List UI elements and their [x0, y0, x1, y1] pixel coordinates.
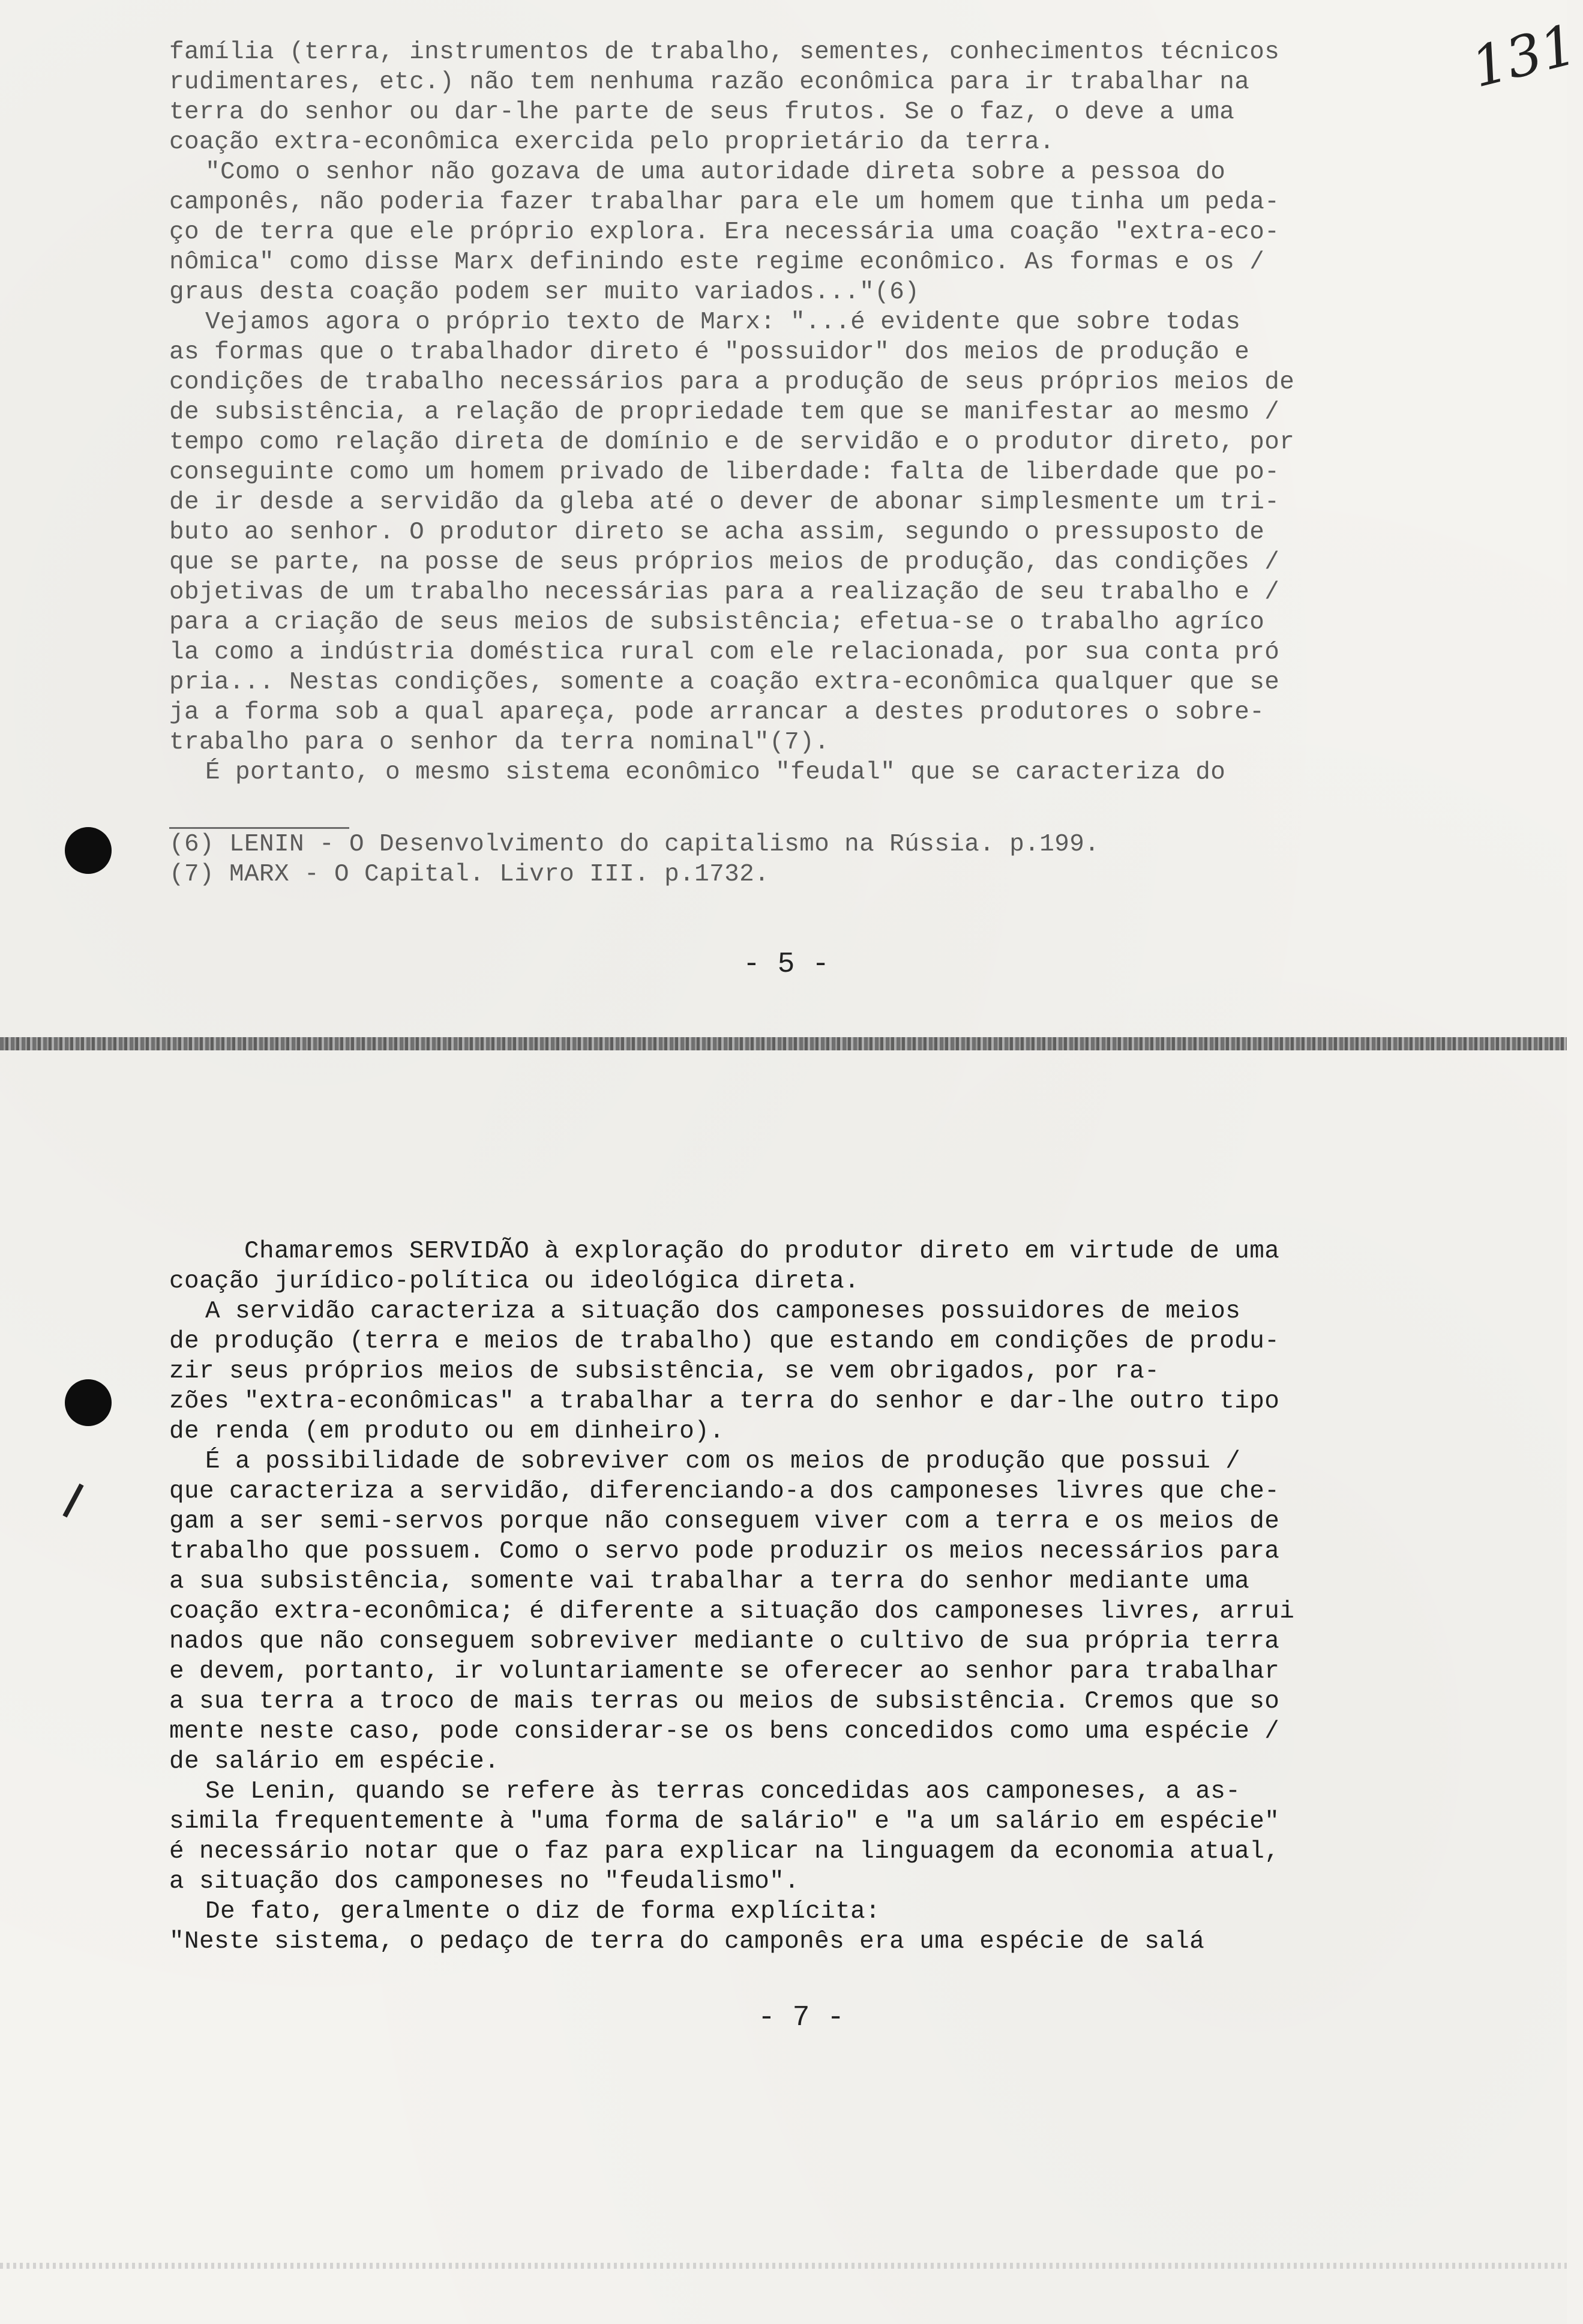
text-line: trabalho para o senhor da terra nominal"(7). [169, 729, 830, 756]
text-line: "Neste sistema, o pedaço de terra do camponês era uma espécie de salá [169, 1928, 1205, 1955]
footnote: (7) MARX - O Capital. Livro III. p.1732. [169, 861, 770, 888]
text-line: nômica" como disse Marx definindo este regime econômico. As formas e os / [169, 248, 1265, 276]
text-line: ço de terra que ele próprio explora. Era necessária uma coação "extra-eco- [169, 218, 1280, 246]
text-line: coação extra-econômica exercida pelo proprietário da terra. [169, 128, 1055, 156]
text-line: graus desta coação podem ser muito variados..."(6) [169, 278, 920, 306]
text-line: condições de trabalho necessários para a produção de seus próprios meios de [169, 369, 1295, 396]
text-line: e devem, portanto, ir voluntariamente se oferecer ao senhor para trabalhar [169, 1658, 1280, 1685]
text-line: ja a forma sob a qual apareça, pode arrancar a destes produtores o sobre- [169, 699, 1265, 726]
text-line: zir seus próprios meios de subsistência, se vem obrigados, por ra- [169, 1358, 1160, 1385]
text-line: terra do senhor ou dar-lhe parte de seus frutos. Se o faz, o deve a uma [169, 98, 1235, 126]
punch-hole-top [65, 827, 112, 874]
text-line: camponês, não poderia fazer trabalhar para ele um homem que tinha um peda- [169, 188, 1280, 216]
text-line: que se parte, na posse de seus próprios meios de produção, das condições / [169, 549, 1280, 576]
text-line: É a possibilidade de sobreviver com os meios de produção que possui / [205, 1448, 1241, 1475]
text-line: a sua terra a troco de mais terras ou meios de subsistência. Cremos que so [169, 1688, 1280, 1715]
text-line: família (terra, instrumentos de trabalho, sementes, conhecimentos técnicos [169, 38, 1280, 66]
text-line: "Como o senhor não gozava de uma autoridade direta sobre a pessoa do [205, 158, 1226, 186]
text-line: De fato, geralmente o diz de forma explícita: [205, 1898, 881, 1925]
bottom-edge-noise [0, 2263, 1567, 2269]
text-line: para a criação de seus meios de subsistência; efetua-se o trabalho agríco [169, 609, 1265, 636]
page-number-top: - 5 - [742, 948, 830, 981]
text-line: objetivas de um trabalho necessárias para a realização de seu trabalho e / [169, 579, 1280, 606]
text-line: A servidão caracteriza a situação dos camponeses possuidores de meios [205, 1298, 1241, 1325]
text-line: de produção (terra e meios de trabalho) que estando em condições de produ- [169, 1328, 1280, 1355]
handwritten-page-note: 131 [1465, 12, 1583, 100]
page-separator [0, 1037, 1567, 1050]
text-line: gam a ser semi-servos porque não conseguem viver com a terra e os meios de [169, 1508, 1280, 1535]
text-line: tempo como relação direta de domínio e de servidão e o produtor direto, por [169, 429, 1295, 456]
text-line: Se Lenin, quando se refere às terras concedidas aos camponeses, a as- [205, 1778, 1241, 1805]
text-line: É portanto, o mesmo sistema econômico "feudal" que se caracteriza do [205, 759, 1226, 786]
text-line: de renda (em produto ou em dinheiro). [169, 1418, 725, 1445]
text-line: as formas que o trabalhador direto é "possuidor" dos meios de produção e [169, 339, 1250, 366]
text-line: conseguinte como um homem privado de liberdade: falta de liberdade que po- [169, 459, 1280, 486]
text-line: Chamaremos SERVIDÃO à exploração do produtor direto em virtude de uma [244, 1238, 1280, 1265]
top-text-section [169, 37, 1387, 787]
text-line: la como a indústria doméstica rural com ele relacionada, por sua conta pró [169, 639, 1280, 666]
margin-pen-mark [62, 1484, 83, 1518]
text-line: nados que não conseguem sobreviver mediante o cultivo de sua própria terra [169, 1628, 1280, 1655]
text-line: de ir desde a servidão da gleba até o dever de abonar simplesmente um tri- [169, 489, 1280, 516]
text-line: simila frequentemente à "uma forma de salário" e "a um salário em espécie" [169, 1808, 1280, 1835]
text-line: de salário em espécie. [169, 1748, 500, 1775]
text-line: buto ao senhor. O produtor direto se acha assim, segundo o pressuposto de [169, 519, 1265, 546]
text-line: coação jurídico-política ou ideológica direta. [169, 1268, 860, 1295]
text-line: coação extra-econômica; é diferente a situação dos camponeses livres, arrui [169, 1598, 1295, 1625]
text-line: a situação dos camponeses no "feudalismo". [169, 1868, 800, 1895]
text-line: a sua subsistência, somente vai trabalhar a terra do senhor mediante uma [169, 1568, 1250, 1595]
footnotes [169, 829, 1387, 890]
text-line: mente neste caso, pode considerar-se os bens concedidos como uma espécie / [169, 1718, 1280, 1745]
text-line: rudimentares, etc.) não tem nenhuma razão econômica para ir trabalhar na [169, 68, 1250, 96]
footnote: (6) LENIN - O Desenvolvimento do capitalismo na Rússia. p.199. [169, 831, 1100, 858]
text-line: zões "extra-econômicas" a trabalhar a terra do senhor e dar-lhe outro tipo [169, 1388, 1280, 1415]
footnote-rule [169, 827, 349, 829]
text-line: Vejamos agora o próprio texto de Marx: "...é evidente que sobre todas [205, 309, 1241, 336]
text-line: pria... Nestas condições, somente a coação extra-econômica qualquer que se [169, 669, 1280, 696]
text-line: é necessário notar que o faz para explicar na linguagem da economia atual, [169, 1838, 1280, 1865]
text-line: que caracteriza a servidão, diferenciando-a dos camponeses livres que che- [169, 1478, 1280, 1505]
text-line: de subsistência, a relação de propriedade tem que se manifestar ao mesmo / [169, 399, 1280, 426]
text-line: trabalho que possuem. Como o servo pode produzir os meios necessários para [169, 1538, 1280, 1565]
punch-hole-bottom [65, 1379, 112, 1426]
page-number-bottom: - 7 - [757, 2002, 845, 2034]
bottom-text-section [169, 1236, 1387, 1957]
